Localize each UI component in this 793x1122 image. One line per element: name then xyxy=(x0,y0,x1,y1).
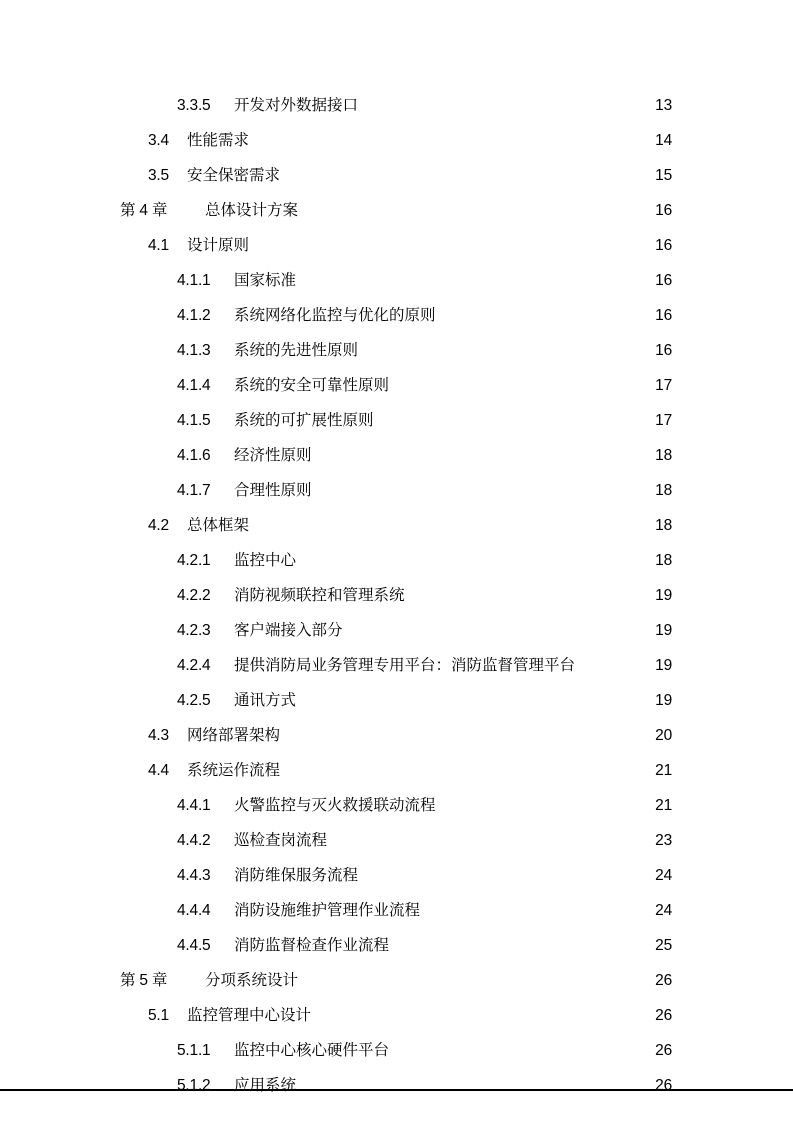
toc-entry-title: 消防维保服务流程 xyxy=(234,866,359,884)
toc-entry-number: 4.2.3 xyxy=(177,622,211,639)
toc-entry-page-number: 18 xyxy=(655,447,672,464)
toc-entry-page-number: 26 xyxy=(655,1077,672,1094)
toc-entry[interactable] xyxy=(120,438,672,473)
toc-dot-leader xyxy=(252,514,651,530)
toc-entry-number: 5.1 xyxy=(148,1007,169,1024)
toc-dot-leader xyxy=(301,969,651,985)
toc-entry-number: 4.4.5 xyxy=(177,937,211,954)
toc-dot-leader xyxy=(299,549,651,565)
toc-entry-title: 监控中心核心硬件平台 xyxy=(234,1041,390,1059)
toc-dot-leader xyxy=(330,829,651,845)
toc-entry-page-number: 23 xyxy=(655,832,672,849)
toc-entry-number: 4.4.4 xyxy=(177,902,211,919)
toc-entry-page-number: 16 xyxy=(655,342,672,359)
toc-dot-leader xyxy=(392,934,651,950)
toc-entry-title: 总体框架 xyxy=(187,516,250,534)
toc-entry-page-number: 26 xyxy=(655,1042,672,1059)
toc-entry[interactable] xyxy=(120,298,672,333)
toc-dot-leader xyxy=(314,1004,651,1020)
toc-entry-number: 4.1.5 xyxy=(177,412,211,429)
toc-entry-title: 经济性原则 xyxy=(234,446,312,464)
toc-entry[interactable] xyxy=(120,473,672,508)
toc-entry-title: 开发对外数据接口 xyxy=(234,96,359,114)
toc-dot-leader xyxy=(392,1039,651,1055)
toc-entry-page-number: 25 xyxy=(655,937,672,954)
toc-entry[interactable] xyxy=(120,683,672,718)
toc-dot-leader xyxy=(283,164,651,180)
toc-entry-number: 4.4.1 xyxy=(177,797,211,814)
toc-entry-title: 通讯方式 xyxy=(234,691,297,709)
toc-dot-leader xyxy=(299,269,651,285)
toc-entry[interactable] xyxy=(120,753,672,788)
toc-entry-page-number: 16 xyxy=(655,272,672,289)
toc-entry[interactable] xyxy=(120,193,672,228)
toc-entry-title: 网络部署架构 xyxy=(187,726,281,744)
toc-entry-number: 第 5 章 xyxy=(120,972,168,989)
toc-entry-page-number: 15 xyxy=(655,167,672,184)
toc-entry[interactable] xyxy=(120,368,672,403)
toc-entry-title: 应用系统 xyxy=(234,1076,297,1094)
toc-entry-page-number: 18 xyxy=(655,552,672,569)
toc-dot-leader xyxy=(301,199,651,215)
toc-entry-page-number: 17 xyxy=(655,412,672,429)
toc-entry-number: 4.2.4 xyxy=(177,657,211,674)
toc-entry-page-number: 24 xyxy=(655,902,672,919)
toc-entry-title: 分项系统设计 xyxy=(205,971,299,989)
toc-entry-number: 4.1.4 xyxy=(177,377,211,394)
toc-entry-page-number: 18 xyxy=(655,517,672,534)
toc-entry-page-number: 18 xyxy=(655,482,672,499)
toc-dot-leader xyxy=(283,724,651,740)
toc-entry-page-number: 16 xyxy=(655,202,672,219)
toc-entry-number: 3.5 xyxy=(148,167,169,184)
toc-dot-leader xyxy=(315,479,651,495)
toc-entry[interactable] xyxy=(120,718,672,753)
toc-entry-title: 客户端接入部分 xyxy=(234,621,343,639)
toc-dot-leader xyxy=(346,619,651,635)
toc-entry-number: 4.4.3 xyxy=(177,867,211,884)
toc-entry-number: 4.2 xyxy=(148,517,169,534)
footer-divider-rule xyxy=(0,1089,793,1091)
toc-entry[interactable] xyxy=(120,613,672,648)
toc-entry-title: 系统运作流程 xyxy=(187,761,281,779)
toc-entry-number: 4.2.5 xyxy=(177,692,211,709)
toc-entry-number: 4.1.6 xyxy=(177,447,211,464)
toc-entry[interactable] xyxy=(120,963,672,998)
toc-entry-number: 4.3 xyxy=(148,727,169,744)
table-of-contents xyxy=(120,88,672,1103)
toc-entry-number: 第 4 章 xyxy=(120,202,168,219)
toc-entry-number: 4.1.7 xyxy=(177,482,211,499)
toc-entry[interactable] xyxy=(120,893,672,928)
toc-entry-title: 系统的可扩展性原则 xyxy=(234,411,374,429)
toc-dot-leader xyxy=(408,584,651,600)
toc-entry[interactable] xyxy=(120,333,672,368)
toc-dot-leader xyxy=(361,864,651,880)
toc-dot-leader xyxy=(252,129,651,145)
toc-entry-title: 监控管理中心设计 xyxy=(187,1006,312,1024)
toc-entry[interactable] xyxy=(120,88,672,123)
toc-entry-number: 4.2.1 xyxy=(177,552,211,569)
toc-dot-leader xyxy=(578,654,651,670)
toc-entry-number: 4.4 xyxy=(148,762,169,779)
toc-dot-leader xyxy=(377,409,651,425)
toc-entry-title: 消防设施维护管理作业流程 xyxy=(234,901,421,919)
toc-entry-number: 4.2.2 xyxy=(177,587,211,604)
toc-entry[interactable] xyxy=(120,1068,672,1103)
toc-entry[interactable] xyxy=(120,403,672,438)
toc-entry-title: 监控中心 xyxy=(234,551,297,569)
toc-entry-number: 5.1.2 xyxy=(177,1077,211,1094)
toc-dot-leader xyxy=(392,374,651,390)
toc-entry-number: 4.1 xyxy=(148,237,169,254)
toc-entry-number: 3.3.5 xyxy=(177,97,211,114)
toc-entry-page-number: 20 xyxy=(655,727,672,744)
toc-entry[interactable] xyxy=(120,158,672,193)
toc-entry-page-number: 26 xyxy=(655,972,672,989)
toc-entry-title: 消防监督检查作业流程 xyxy=(234,936,390,954)
toc-entry-page-number: 17 xyxy=(655,377,672,394)
toc-entry-page-number: 26 xyxy=(655,1007,672,1024)
toc-entry-page-number: 24 xyxy=(655,867,672,884)
toc-entry-page-number: 13 xyxy=(655,97,672,114)
toc-entry-title: 设计原则 xyxy=(187,236,250,254)
toc-entry-title: 总体设计方案 xyxy=(205,201,299,219)
toc-entry-page-number: 21 xyxy=(655,797,672,814)
toc-entry-page-number: 19 xyxy=(655,622,672,639)
toc-entry-number: 3.4 xyxy=(148,132,169,149)
toc-entry-title: 合理性原则 xyxy=(234,481,312,499)
toc-entry[interactable] xyxy=(120,263,672,298)
toc-entry[interactable] xyxy=(120,858,672,893)
toc-entry[interactable] xyxy=(120,823,672,858)
toc-entry[interactable] xyxy=(120,508,672,543)
toc-entry-page-number: 16 xyxy=(655,307,672,324)
toc-entry-page-number: 14 xyxy=(655,132,672,149)
toc-dot-leader xyxy=(439,794,651,810)
toc-entry-title: 巡检查岗流程 xyxy=(234,831,328,849)
toc-entry-title: 消防视频联控和管理系统 xyxy=(234,586,405,604)
toc-entry-title: 火警监控与灭火救援联动流程 xyxy=(234,796,436,814)
toc-entry-title: 国家标准 xyxy=(234,271,297,289)
toc-entry-number: 4.1.1 xyxy=(177,272,211,289)
toc-entry-page-number: 19 xyxy=(655,587,672,604)
toc-entry[interactable] xyxy=(120,928,672,963)
toc-entry[interactable] xyxy=(120,648,672,683)
toc-entry-number: 4.1.2 xyxy=(177,307,211,324)
toc-dot-leader xyxy=(439,304,651,320)
toc-entry-number: 5.1.1 xyxy=(177,1042,211,1059)
toc-entry-title: 性能需求 xyxy=(187,131,250,149)
toc-entry-title: 系统的安全可靠性原则 xyxy=(234,376,390,394)
toc-entry-title: 系统网络化监控与优化的原则 xyxy=(234,306,436,324)
toc-entry[interactable] xyxy=(120,788,672,823)
toc-entry-title: 提供消防局业务管理专用平台：消防监督管理平台 xyxy=(234,656,576,674)
toc-dot-leader xyxy=(299,1074,651,1090)
toc-entry[interactable] xyxy=(120,123,672,158)
toc-entry[interactable] xyxy=(120,578,672,613)
toc-dot-leader xyxy=(361,94,651,110)
toc-entry-title: 安全保密需求 xyxy=(187,166,281,184)
toc-dot-leader xyxy=(361,339,651,355)
toc-dot-leader xyxy=(423,899,651,915)
toc-entry-page-number: 21 xyxy=(655,762,672,779)
toc-dot-leader xyxy=(299,689,651,705)
toc-entry[interactable] xyxy=(120,1033,672,1068)
toc-entry-page-number: 19 xyxy=(655,657,672,674)
toc-dot-leader xyxy=(252,234,651,250)
toc-entry-page-number: 19 xyxy=(655,692,672,709)
toc-entry[interactable] xyxy=(120,543,672,578)
toc-dot-leader xyxy=(283,759,651,775)
toc-entry[interactable] xyxy=(120,998,672,1033)
toc-entry-title: 系统的先进性原则 xyxy=(234,341,359,359)
toc-entry-page-number: 16 xyxy=(655,237,672,254)
toc-entry-number: 4.4.2 xyxy=(177,832,211,849)
toc-entry[interactable] xyxy=(120,228,672,263)
toc-entry-number: 4.1.3 xyxy=(177,342,211,359)
toc-dot-leader xyxy=(315,444,651,460)
